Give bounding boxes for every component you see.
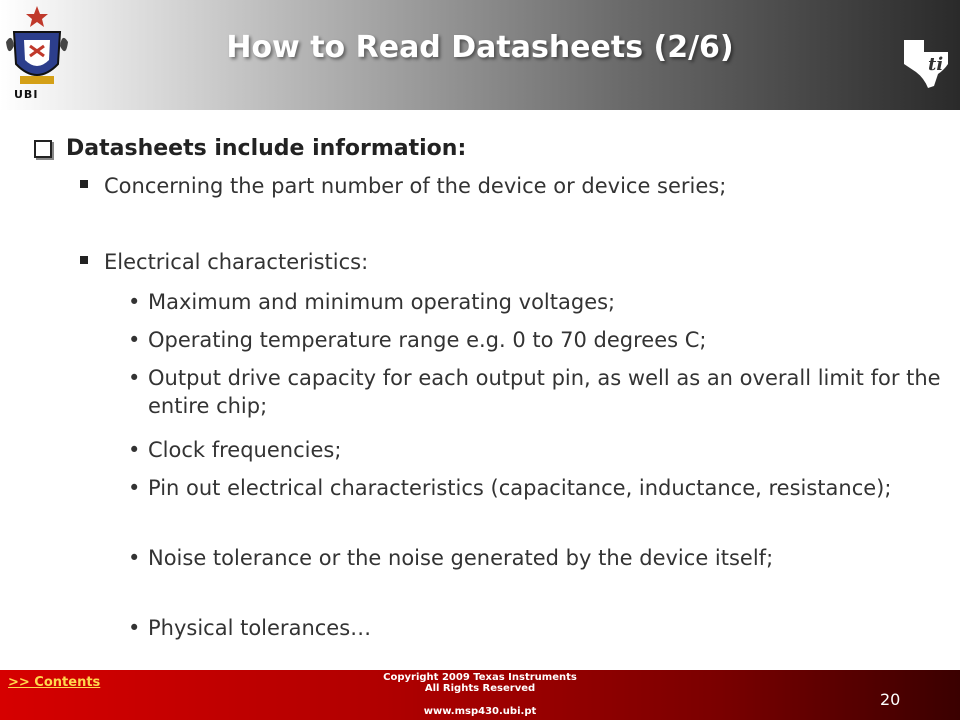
sub-list-item: • Noise tolerance or the noise generated by the device itself; <box>128 546 774 570</box>
dot-bullet-icon: • <box>128 290 141 314</box>
square-bullet-icon <box>80 256 88 264</box>
list-item: Concerning the part number of the device or device series; <box>80 174 726 198</box>
dot-bullet-icon: • <box>128 366 141 390</box>
ubi-label: UBI <box>14 88 39 101</box>
slide-title: How to Read Datasheets (2/6) <box>226 30 734 65</box>
dot-bullet-icon: • <box>128 476 141 500</box>
website-text: www.msp430.ubi.pt <box>423 706 537 717</box>
sub-list-item: • Physical tolerances… <box>128 616 372 640</box>
checkbox-bullet-icon <box>34 140 52 158</box>
texas-instruments-logo <box>898 34 956 92</box>
sub-list-item: • Maximum and minimum operating voltages; <box>128 290 616 314</box>
dot-bullet-icon: • <box>128 616 141 640</box>
slide-footer <box>0 670 960 720</box>
square-bullet-icon <box>80 180 88 188</box>
sub-list-item: • Pin out electrical characteristics (capacitance, inductance, resistance); <box>128 476 892 500</box>
slide-header <box>0 0 960 110</box>
dot-bullet-icon: • <box>128 546 141 570</box>
contents-link[interactable]: >> Contents <box>8 675 101 690</box>
dot-bullet-icon: • <box>128 328 141 352</box>
sub-list-item: • Output drive capacity for each output pin, as well as an overall limit for the entire chip; <box>128 366 941 418</box>
svg-text:ti: ti <box>928 54 944 75</box>
list-item: Electrical characteristics: <box>80 250 368 274</box>
copyright-line: All Rights Reserved <box>424 683 536 694</box>
heading-row <box>34 136 466 161</box>
copyright-block <box>330 672 630 717</box>
copyright-line: Copyright 2009 Texas Instruments <box>383 672 577 683</box>
dot-bullet-icon: • <box>128 438 141 462</box>
slide-body <box>0 110 960 670</box>
page-number: 20 <box>880 690 901 709</box>
section-heading: Datasheets include information: <box>66 136 467 161</box>
sub-list-item: • Operating temperature range e.g. 0 to 70 degrees C; <box>128 328 707 352</box>
sub-list-item: • Clock frequencies; <box>128 438 342 462</box>
